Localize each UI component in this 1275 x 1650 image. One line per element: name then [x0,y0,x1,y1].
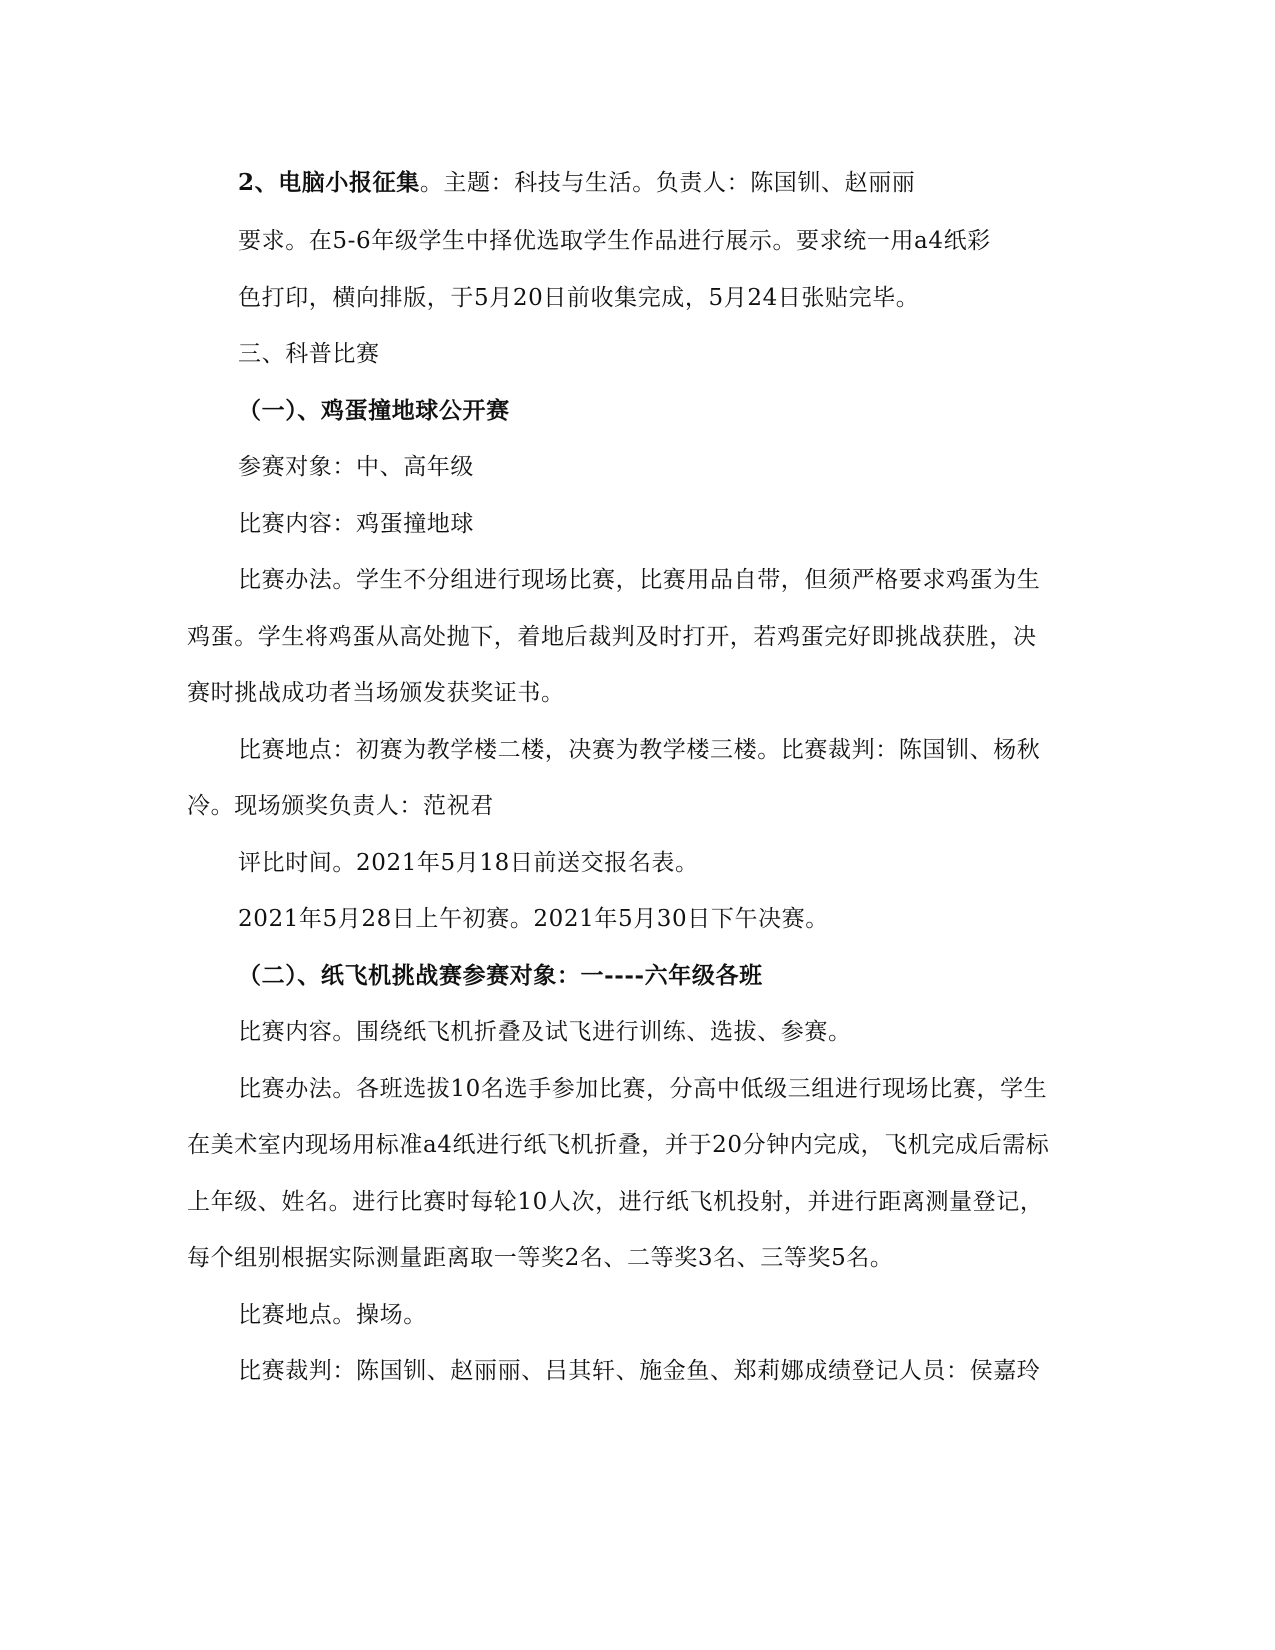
sub1-location-line1: 比赛地点：初赛为教学楼二楼，决赛为教学楼三楼。比赛裁判：陈国钏、杨秋 [238,737,1041,763]
sub2-heading: （二）、纸飞机挑战赛参赛对象：一----六年级各班 [238,962,763,989]
sub2-method-line3: 上年级、姓名。进行比赛时每轮10人次，进行纸飞机投射，并进行距离测量登记， [187,1189,1044,1215]
item2-requirement-line2: 色打印，横向排版，于5月20日前收集完成，5月24日张贴完毕。 [238,285,920,311]
item2-theme: 。主题：科技与生活。负责人：陈国钏、赵丽丽 [419,170,916,196]
sub2-method-line4: 每个组别根据实际测量距离取一等奖2名、二等奖3名、三等奖5名。 [187,1245,894,1271]
sub2-method-line1: 比赛办法。各班选拔10名选手参加比赛，分高中低级三组进行现场比赛，学生 [238,1076,1048,1102]
sub1-participants: 参赛对象：中、高年级 [238,454,474,480]
sub2-method-line2: 在美术室内现场用标准a4纸进行纸飞机折叠，并于20分钟内完成，飞机完成后需标 [187,1132,1050,1158]
sub1-heading: （一）、鸡蛋撞地球公开赛 [238,397,510,424]
sub1-method-line3: 赛时挑战成功者当场颁发获奖证书。 [187,680,565,706]
sub1-method-line2: 鸡蛋。学生将鸡蛋从高处抛下，着地后裁判及时打开，若鸡蛋完好即挑战获胜，决 [187,624,1037,650]
sub1-time-line1: 评比时间。2021年5月18日前送交报名表。 [238,850,699,876]
sub1-method-line1: 比赛办法。学生不分组进行现场比赛，比赛用品自带，但须严格要求鸡蛋为生 [238,567,1041,593]
sub1-content: 比赛内容：鸡蛋撞地球 [238,511,474,537]
sub1-location-line2: 冷。现场颁奖负责人：范祝君 [187,793,494,819]
sub2-judges: 比赛裁判：陈国钏、赵丽丽、吕其轩、施金鱼、郑莉娜成绩登记人员：侯嘉玲 [238,1358,1041,1384]
section3-heading: 三、科普比赛 [238,341,380,367]
sub2-location: 比赛地点。操场。 [238,1302,427,1328]
sub2-content: 比赛内容。围绕纸飞机折叠及试飞进行训练、选拔、参赛。 [238,1019,852,1045]
item2-heading [238,168,1138,198]
item2-requirement-line1: 要求。在5-6年级学生中择优选取学生作品进行展示。要求统一用a4纸彩 [238,228,991,254]
item2-title: 2、电脑小报征集 [238,169,420,196]
sub1-time-line2: 2021年5月28日上午初赛。2021年5月30日下午决赛。 [238,906,829,932]
